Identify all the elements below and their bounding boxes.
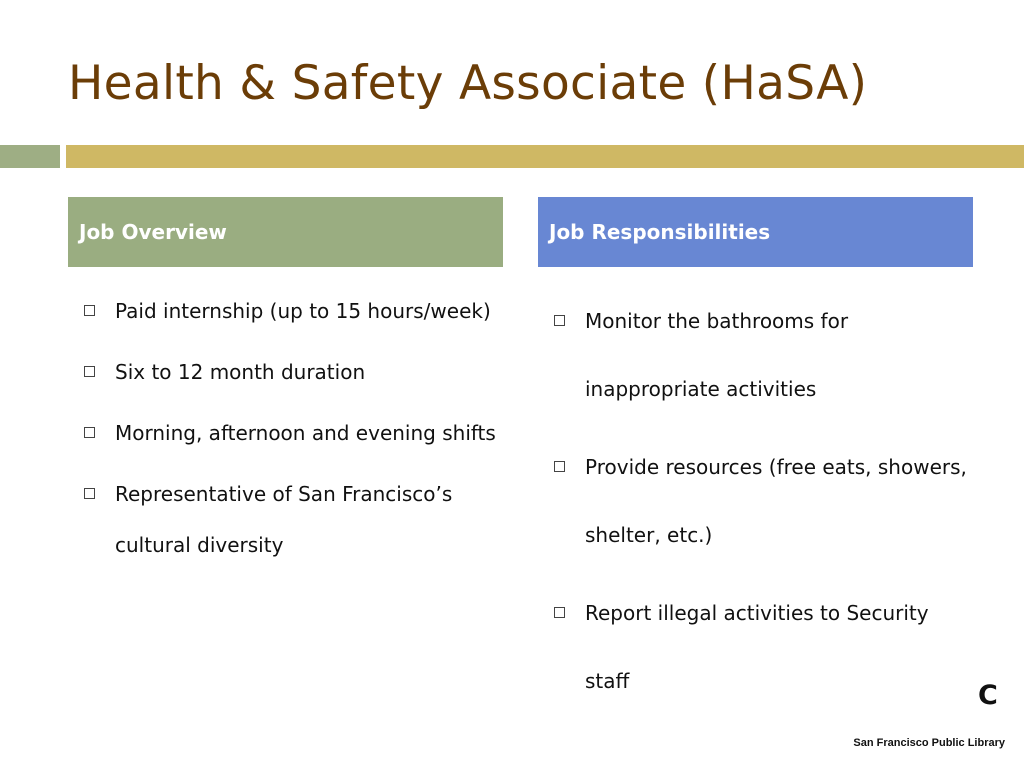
square-bullet-icon bbox=[554, 461, 565, 472]
responsibilities-header-label: Job Responsibilities bbox=[549, 220, 771, 244]
overview-bullet bbox=[68, 408, 508, 459]
overview-bullet bbox=[68, 469, 508, 571]
overview-header bbox=[68, 197, 503, 267]
corner-letter-mark: C bbox=[978, 680, 998, 711]
overview-list bbox=[68, 286, 508, 581]
overview-header-label: Job Overview bbox=[79, 220, 227, 244]
overview-bullet bbox=[68, 286, 508, 337]
accent-bar-right bbox=[66, 145, 1024, 168]
accent-bar-left bbox=[0, 145, 60, 168]
square-bullet-icon bbox=[84, 488, 95, 499]
square-bullet-icon bbox=[84, 305, 95, 316]
overview-bullet-text: Representative of San Francisco’s cultural diversity bbox=[115, 482, 453, 557]
responsibility-bullet-text: Report illegal activities to Security staff bbox=[585, 601, 929, 693]
responsibility-bullet bbox=[538, 433, 978, 569]
responsibility-bullet bbox=[538, 287, 978, 423]
overview-bullet-text: Six to 12 month duration bbox=[115, 360, 366, 384]
responsibilities-list bbox=[538, 287, 978, 725]
responsibility-bullet-text: Provide resources (free eats, showers, shelter, etc.) bbox=[585, 455, 967, 547]
square-bullet-icon bbox=[554, 315, 565, 326]
responsibility-bullet-text: Monitor the bathrooms for inappropriate activities bbox=[585, 309, 849, 401]
overview-bullet-text: Paid internship (up to 15 hours/week) bbox=[115, 299, 491, 323]
responsibility-bullet bbox=[538, 579, 978, 715]
slide-title: Health & Safety Associate (HaSA) bbox=[68, 56, 868, 111]
overview-bullet-text: Morning, afternoon and evening shifts bbox=[115, 421, 496, 445]
square-bullet-icon bbox=[554, 607, 565, 618]
responsibilities-header bbox=[538, 197, 973, 267]
footer-organization: San Francisco Public Library bbox=[853, 737, 1005, 749]
square-bullet-icon bbox=[84, 366, 95, 377]
overview-bullet bbox=[68, 347, 508, 398]
square-bullet-icon bbox=[84, 427, 95, 438]
